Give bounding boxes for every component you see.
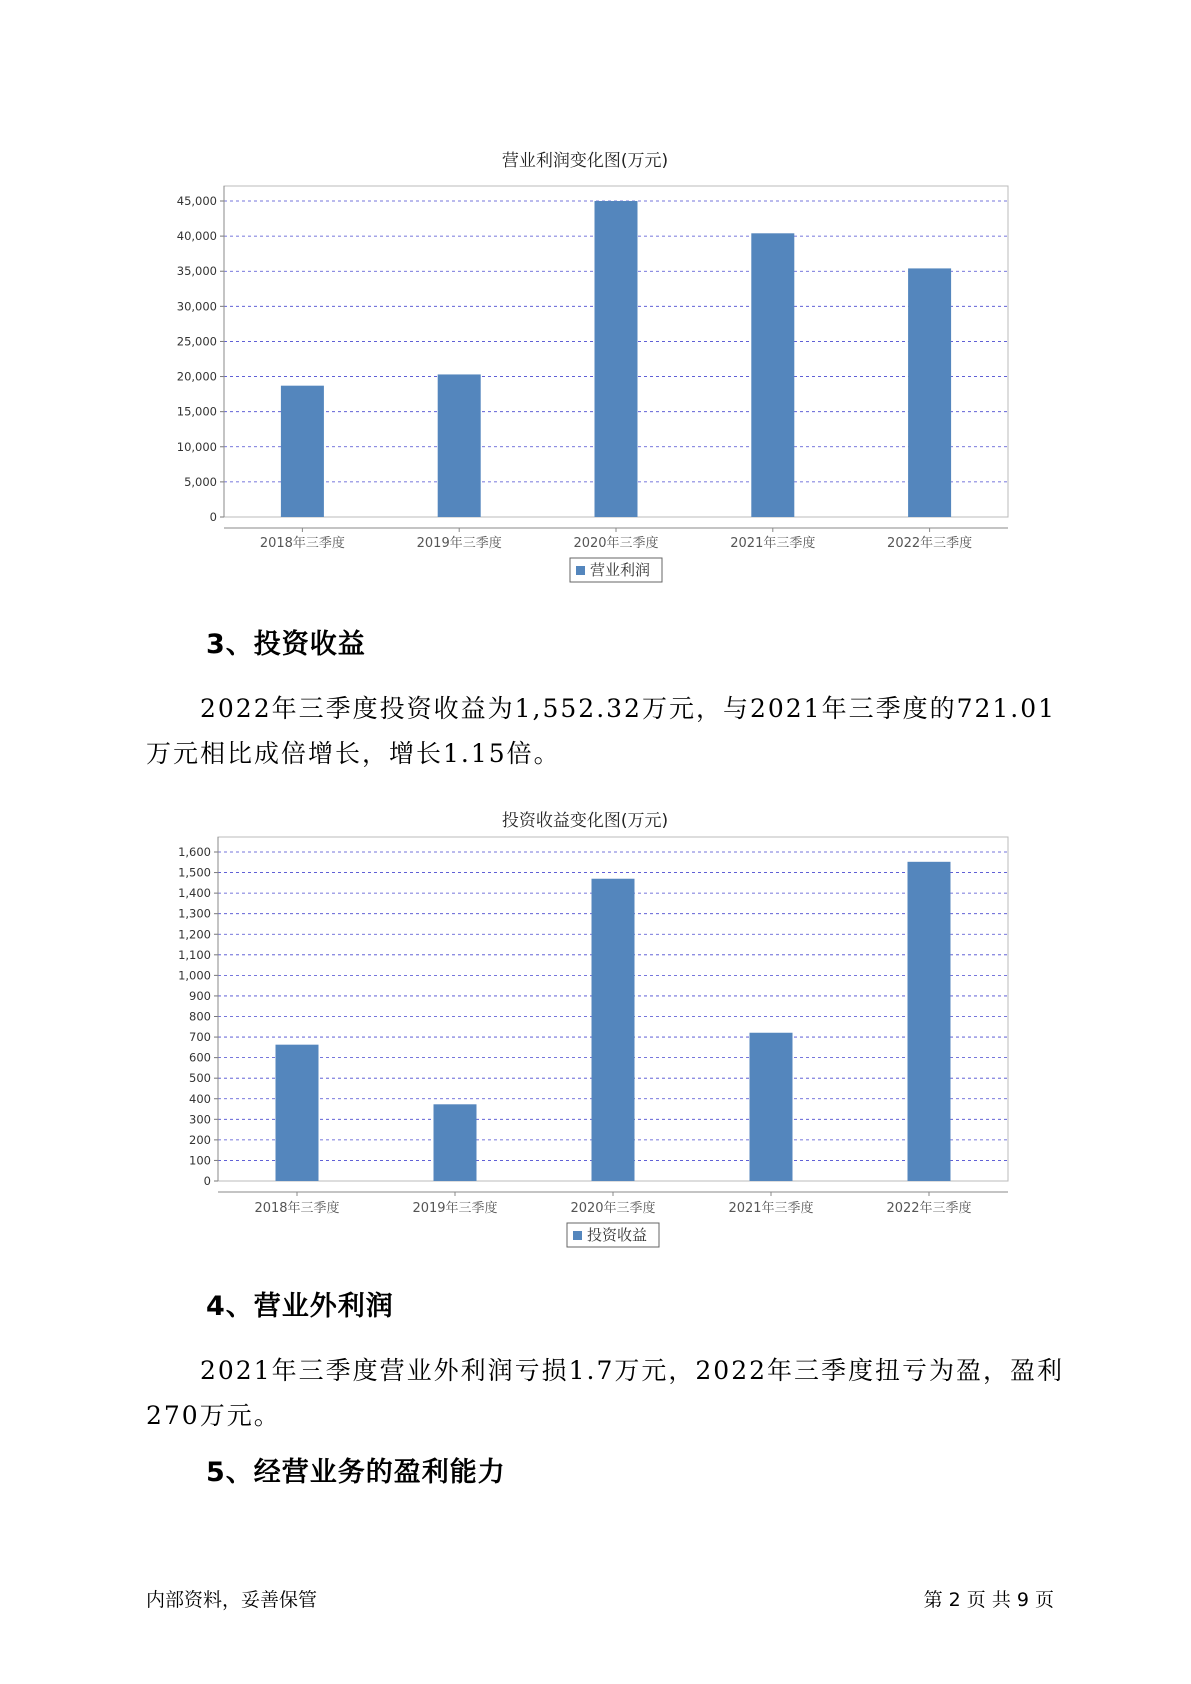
bar	[908, 862, 951, 1181]
y-tick-label: 10,000	[176, 439, 217, 454]
y-tick-label: 20,000	[176, 369, 217, 384]
bar	[276, 1045, 319, 1181]
bar	[751, 233, 794, 517]
y-tick-label: 400	[189, 1091, 211, 1106]
section-heading-non-operating: 4、营业外利润	[206, 1291, 394, 1322]
bar	[908, 268, 951, 517]
bar	[281, 386, 324, 517]
y-tick-label: 45,000	[176, 194, 217, 208]
y-tick-label: 100	[189, 1153, 211, 1168]
footer-page-number: 第 2 页 共 9 页	[923, 1589, 1054, 1611]
y-tick-label: 300	[189, 1112, 211, 1127]
x-tick-label: 2022年三季度	[886, 1201, 972, 1216]
legend-swatch	[576, 566, 585, 575]
bar	[592, 879, 635, 1181]
y-tick-label: 40,000	[176, 229, 217, 244]
y-tick-label: 800	[189, 1009, 211, 1024]
chart-canvas	[150, 800, 1020, 1255]
operating-profit-chart	[150, 140, 1020, 590]
section-text-investment: 2022年三季度投资收益为1,552.32万元，与2021年三季度的721.01万元相比成倍增长，增长1.15倍。	[146, 694, 1057, 768]
chart-title: 投资收益变化图(万元)	[501, 811, 669, 831]
y-tick-label: 700	[189, 1030, 211, 1045]
x-tick-label: 2019年三季度	[412, 1201, 498, 1216]
y-tick-label: 1,400	[178, 886, 211, 901]
y-tick-label: 35,000	[176, 264, 217, 279]
y-tick-label: 1,200	[178, 927, 211, 942]
y-tick-label: 30,000	[176, 299, 217, 314]
x-tick-label: 2019年三季度	[416, 536, 502, 551]
y-tick-label: 1,300	[178, 906, 211, 921]
y-tick-label: 900	[189, 988, 211, 1003]
legend-swatch	[573, 1231, 582, 1240]
bar	[595, 201, 638, 517]
x-tick-label: 2020年三季度	[570, 1201, 656, 1216]
y-tick-label: 0	[209, 510, 217, 524]
footer-confidential-note: 内部资料，妥善保管	[146, 1589, 318, 1611]
legend-label: 营业利润	[590, 561, 651, 579]
x-tick-label: 2021年三季度	[730, 536, 816, 551]
x-tick-label: 2021年三季度	[728, 1201, 814, 1216]
bar	[750, 1033, 793, 1181]
bar	[438, 374, 481, 517]
legend-label: 投资收益	[587, 1226, 648, 1244]
x-tick-label: 2020年三季度	[573, 536, 659, 551]
investment-income-chart	[150, 800, 1020, 1255]
x-tick-label: 2018年三季度	[254, 1201, 340, 1216]
y-tick-label: 600	[189, 1050, 211, 1065]
y-tick-label: 25,000	[176, 334, 217, 349]
y-tick-label: 15,000	[176, 404, 217, 419]
section-text-non-operating: 2021年三季度营业外利润亏损1.7万元，2022年三季度扭亏为盈，盈利270万元。	[146, 1356, 1065, 1430]
chart-canvas	[150, 140, 1020, 590]
section-heading-profitability: 5、经营业务的盈利能力	[206, 1457, 506, 1488]
y-tick-label: 5,000	[184, 474, 217, 489]
y-tick-label: 200	[189, 1132, 211, 1147]
y-tick-label: 0	[203, 1174, 211, 1188]
x-tick-label: 2022年三季度	[887, 536, 973, 551]
chart-title: 营业利润变化图(万元)	[501, 151, 669, 171]
y-tick-label: 1,600	[178, 845, 211, 859]
y-tick-label: 1,500	[178, 865, 211, 880]
y-tick-label: 500	[189, 1071, 211, 1086]
bar	[434, 1104, 477, 1181]
section-heading-investment: 3、投资收益	[206, 629, 366, 660]
x-tick-label: 2018年三季度	[259, 536, 345, 551]
y-tick-label: 1,100	[178, 947, 211, 962]
y-tick-label: 1,000	[178, 968, 211, 983]
